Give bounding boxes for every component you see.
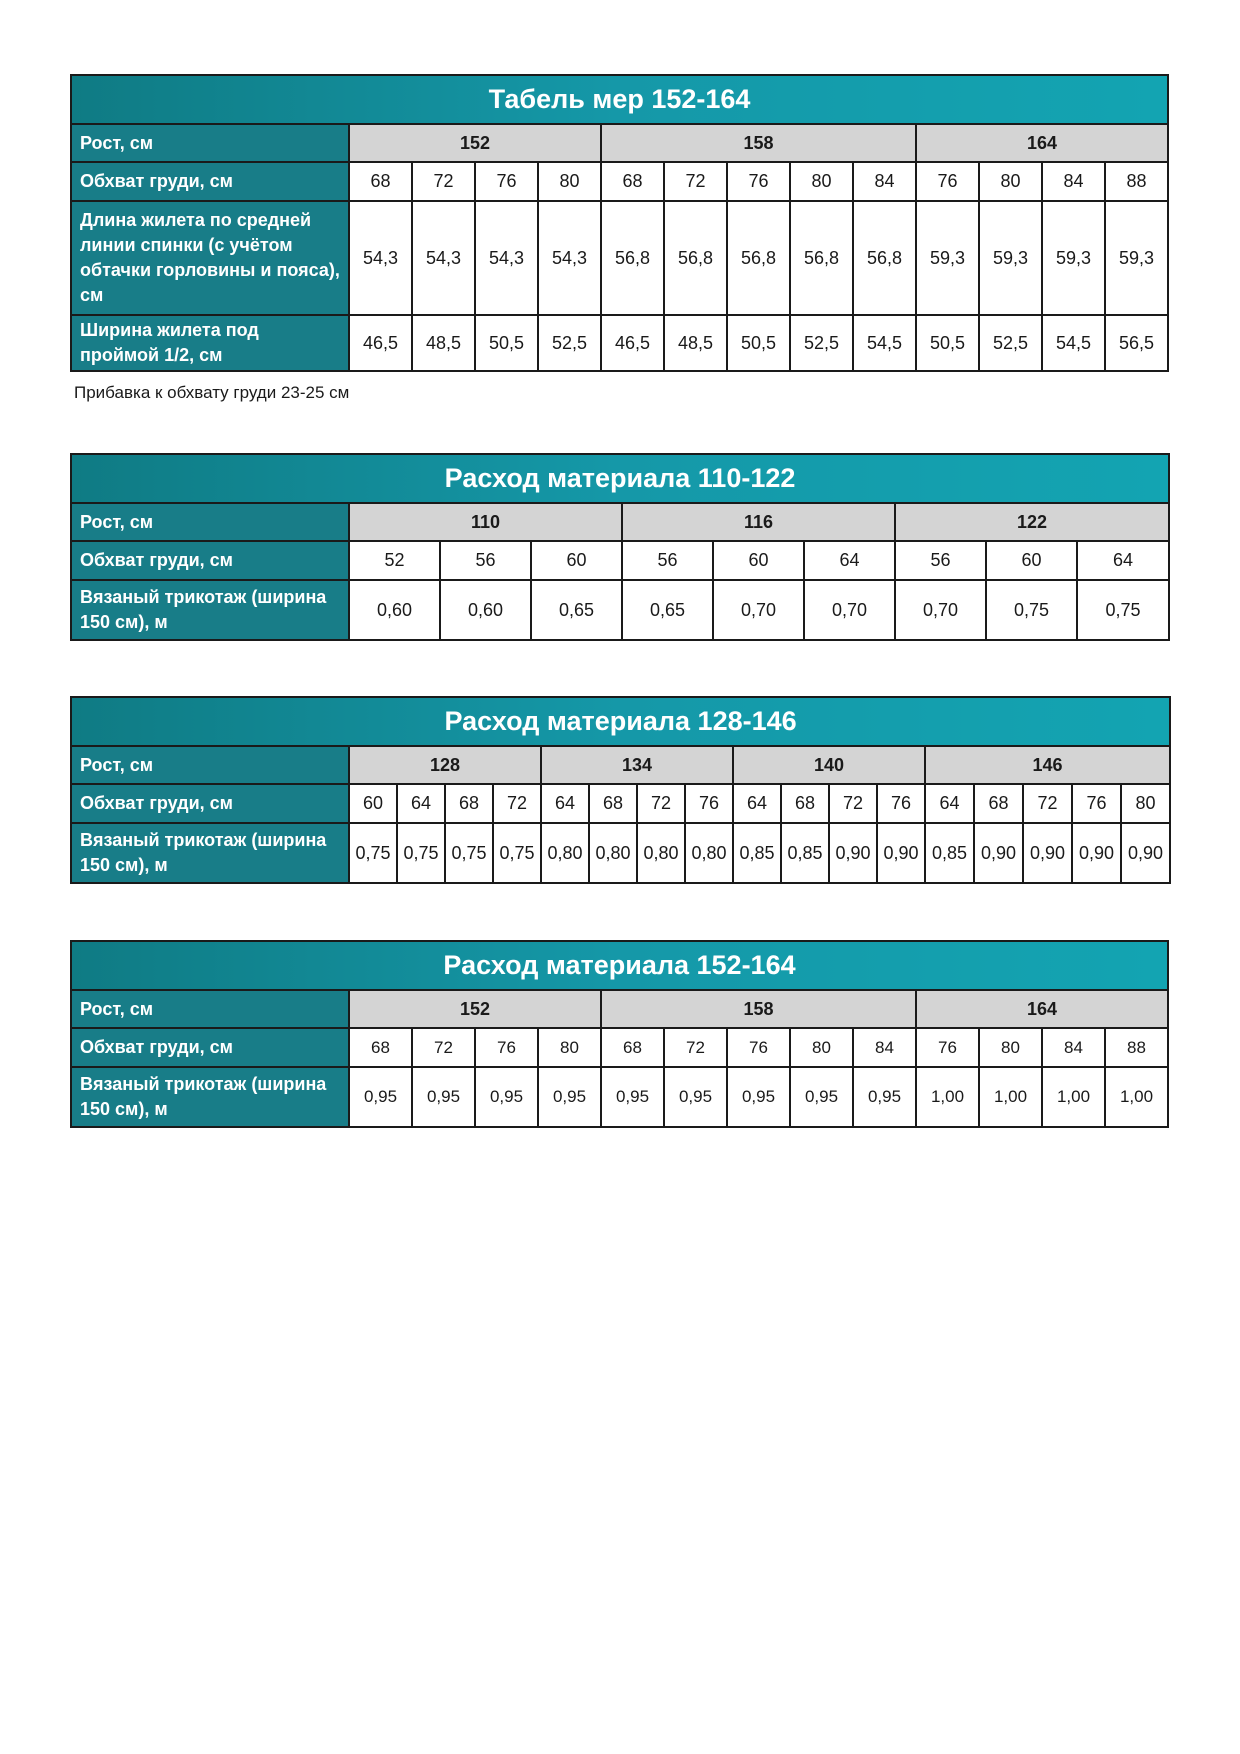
value-cell: 64 xyxy=(541,784,589,823)
value-cell: 76 xyxy=(1072,784,1121,823)
value-cell: 54,3 xyxy=(349,201,412,315)
value-cell: 56,8 xyxy=(853,201,916,315)
value-cell: 68 xyxy=(974,784,1023,823)
value-cell: 56,8 xyxy=(790,201,853,315)
value-cell: 0,80 xyxy=(637,823,685,883)
value-cell: 54,5 xyxy=(853,315,916,371)
value-cell: 0,60 xyxy=(440,580,531,640)
knit-fabric-row xyxy=(71,580,1169,640)
chest-ease-note: Прибавка к обхвату груди 23-25 см xyxy=(74,383,350,402)
value-cell: 54,5 xyxy=(1042,315,1105,371)
table-title: Расход материала 110-122 xyxy=(71,454,1169,503)
table-title: Расход материала 128-146 xyxy=(71,697,1170,746)
height-group: 158 xyxy=(601,124,916,162)
value-cell: 80 xyxy=(790,1028,853,1067)
value-cell: 72 xyxy=(664,162,727,201)
value-cell: 68 xyxy=(349,1028,412,1067)
value-cell: 0,95 xyxy=(790,1067,853,1127)
value-cell: 56 xyxy=(440,541,531,580)
value-cell: 52,5 xyxy=(979,315,1042,371)
value-cell: 0,80 xyxy=(589,823,637,883)
row-label: Рост, см xyxy=(71,990,349,1028)
value-cell: 68 xyxy=(445,784,493,823)
value-cell: 0,70 xyxy=(895,580,986,640)
height-group: 146 xyxy=(925,746,1170,784)
value-cell: 84 xyxy=(853,162,916,201)
value-cell: 72 xyxy=(493,784,541,823)
value-cell: 0,75 xyxy=(986,580,1077,640)
value-cell: 88 xyxy=(1105,1028,1168,1067)
height-group: 152 xyxy=(349,124,601,162)
value-cell: 80 xyxy=(979,162,1042,201)
title-row xyxy=(71,75,1168,124)
value-cell: 0,75 xyxy=(349,823,397,883)
height-group: 110 xyxy=(349,503,622,541)
value-cell: 56 xyxy=(622,541,713,580)
value-cell: 56 xyxy=(895,541,986,580)
value-cell: 76 xyxy=(916,1028,979,1067)
value-cell: 48,5 xyxy=(664,315,727,371)
value-cell: 84 xyxy=(1042,1028,1105,1067)
height-row xyxy=(71,990,1168,1028)
row-label: Обхват груди, см xyxy=(71,1028,349,1067)
value-cell: 56,8 xyxy=(601,201,664,315)
value-cell: 64 xyxy=(733,784,781,823)
value-cell: 0,90 xyxy=(877,823,925,883)
value-cell: 0,60 xyxy=(349,580,440,640)
title-row xyxy=(71,454,1169,503)
value-cell: 0,85 xyxy=(925,823,974,883)
value-cell: 0,90 xyxy=(974,823,1023,883)
material-table-128-146 xyxy=(70,696,1171,884)
value-cell: 76 xyxy=(877,784,925,823)
value-cell: 72 xyxy=(412,162,475,201)
knit-fabric-row xyxy=(71,823,1170,883)
value-cell: 72 xyxy=(1023,784,1072,823)
row-label: Рост, см xyxy=(71,746,349,784)
value-cell: 0,95 xyxy=(538,1067,601,1127)
row-label: Рост, см xyxy=(71,124,349,162)
row-label: Обхват груди, см xyxy=(71,162,349,201)
value-cell: 0,95 xyxy=(601,1067,664,1127)
value-cell: 72 xyxy=(664,1028,727,1067)
value-cell: 0,75 xyxy=(493,823,541,883)
value-cell: 0,95 xyxy=(853,1067,916,1127)
value-cell: 0,90 xyxy=(1121,823,1170,883)
value-cell: 72 xyxy=(637,784,685,823)
value-cell: 88 xyxy=(1105,162,1168,201)
value-cell: 0,80 xyxy=(685,823,733,883)
value-cell: 0,90 xyxy=(1023,823,1072,883)
value-cell: 0,80 xyxy=(541,823,589,883)
value-cell: 52 xyxy=(349,541,440,580)
height-group: 164 xyxy=(916,990,1168,1028)
value-cell: 59,3 xyxy=(1105,201,1168,315)
value-cell: 60 xyxy=(713,541,804,580)
vest-length-row xyxy=(71,201,1168,315)
value-cell: 76 xyxy=(916,162,979,201)
value-cell: 60 xyxy=(349,784,397,823)
value-cell: 56,8 xyxy=(727,201,790,315)
row-label: Вязаный трикотаж (ширина 150 см), м xyxy=(71,823,349,883)
chest-row xyxy=(71,162,1168,201)
chest-row xyxy=(71,1028,1168,1067)
value-cell: 0,85 xyxy=(733,823,781,883)
knit-fabric-row xyxy=(71,1067,1168,1127)
value-cell: 1,00 xyxy=(979,1067,1042,1127)
value-cell: 76 xyxy=(475,162,538,201)
value-cell: 76 xyxy=(685,784,733,823)
row-label: Длина жилета по средней линии спинки (с учётом обтачки горловины и пояса), см xyxy=(71,201,349,315)
height-row xyxy=(71,503,1169,541)
value-cell: 0,70 xyxy=(713,580,804,640)
value-cell: 68 xyxy=(601,1028,664,1067)
value-cell: 80 xyxy=(538,162,601,201)
height-group: 164 xyxy=(916,124,1168,162)
height-group: 122 xyxy=(895,503,1169,541)
value-cell: 0,75 xyxy=(1077,580,1169,640)
value-cell: 80 xyxy=(790,162,853,201)
row-label: Обхват груди, см xyxy=(71,541,349,580)
height-group: 152 xyxy=(349,990,601,1028)
value-cell: 0,90 xyxy=(1072,823,1121,883)
size-table-152-164 xyxy=(70,74,1169,372)
value-cell: 76 xyxy=(727,162,790,201)
value-cell: 0,75 xyxy=(397,823,445,883)
row-label: Ширина жилета под проймой 1/2, см xyxy=(71,315,349,371)
value-cell: 76 xyxy=(475,1028,538,1067)
value-cell: 56,8 xyxy=(664,201,727,315)
value-cell: 68 xyxy=(601,162,664,201)
value-cell: 48,5 xyxy=(412,315,475,371)
value-cell: 46,5 xyxy=(601,315,664,371)
value-cell: 0,95 xyxy=(727,1067,790,1127)
table-title: Расход материала 152-164 xyxy=(71,941,1168,990)
value-cell: 0,95 xyxy=(349,1067,412,1127)
value-cell: 54,3 xyxy=(475,201,538,315)
value-cell: 68 xyxy=(781,784,829,823)
value-cell: 0,75 xyxy=(445,823,493,883)
value-cell: 84 xyxy=(853,1028,916,1067)
value-cell: 52,5 xyxy=(790,315,853,371)
value-cell: 52,5 xyxy=(538,315,601,371)
row-label: Рост, см xyxy=(71,503,349,541)
table-title: Табель мер 152-164 xyxy=(71,75,1168,124)
value-cell: 84 xyxy=(1042,162,1105,201)
value-cell: 0,95 xyxy=(475,1067,538,1127)
value-cell: 50,5 xyxy=(727,315,790,371)
value-cell: 1,00 xyxy=(916,1067,979,1127)
value-cell: 54,3 xyxy=(538,201,601,315)
value-cell: 0,65 xyxy=(622,580,713,640)
value-cell: 59,3 xyxy=(916,201,979,315)
vest-width-row xyxy=(71,315,1168,371)
value-cell: 0,90 xyxy=(829,823,877,883)
height-group: 128 xyxy=(349,746,541,784)
value-cell: 59,3 xyxy=(1042,201,1105,315)
height-group: 116 xyxy=(622,503,895,541)
value-cell: 64 xyxy=(925,784,974,823)
value-cell: 76 xyxy=(727,1028,790,1067)
value-cell: 68 xyxy=(349,162,412,201)
value-cell: 50,5 xyxy=(916,315,979,371)
value-cell: 50,5 xyxy=(475,315,538,371)
value-cell: 56,5 xyxy=(1105,315,1168,371)
value-cell: 46,5 xyxy=(349,315,412,371)
value-cell: 0,85 xyxy=(781,823,829,883)
title-row xyxy=(71,697,1170,746)
value-cell: 80 xyxy=(979,1028,1042,1067)
value-cell: 1,00 xyxy=(1105,1067,1168,1127)
value-cell: 54,3 xyxy=(412,201,475,315)
value-cell: 0,65 xyxy=(531,580,622,640)
value-cell: 72 xyxy=(412,1028,475,1067)
value-cell: 0,95 xyxy=(664,1067,727,1127)
value-cell: 60 xyxy=(531,541,622,580)
height-row xyxy=(71,124,1168,162)
title-row xyxy=(71,941,1168,990)
material-table-110-122 xyxy=(70,453,1170,641)
value-cell: 64 xyxy=(804,541,895,580)
height-group: 140 xyxy=(733,746,925,784)
chest-row xyxy=(71,784,1170,823)
value-cell: 0,70 xyxy=(804,580,895,640)
chest-row xyxy=(71,541,1169,580)
row-label: Вязаный трикотаж (ширина 150 см), м xyxy=(71,1067,349,1127)
row-label: Вязаный трикотаж (ширина 150 см), м xyxy=(71,580,349,640)
value-cell: 80 xyxy=(1121,784,1170,823)
height-group: 158 xyxy=(601,990,916,1028)
height-row xyxy=(71,746,1170,784)
value-cell: 80 xyxy=(538,1028,601,1067)
material-table-152-164 xyxy=(70,940,1169,1128)
value-cell: 64 xyxy=(397,784,445,823)
value-cell: 0,95 xyxy=(412,1067,475,1127)
value-cell: 72 xyxy=(829,784,877,823)
value-cell: 64 xyxy=(1077,541,1169,580)
height-group: 134 xyxy=(541,746,733,784)
row-label: Обхват груди, см xyxy=(71,784,349,823)
value-cell: 60 xyxy=(986,541,1077,580)
value-cell: 59,3 xyxy=(979,201,1042,315)
value-cell: 1,00 xyxy=(1042,1067,1105,1127)
value-cell: 68 xyxy=(589,784,637,823)
